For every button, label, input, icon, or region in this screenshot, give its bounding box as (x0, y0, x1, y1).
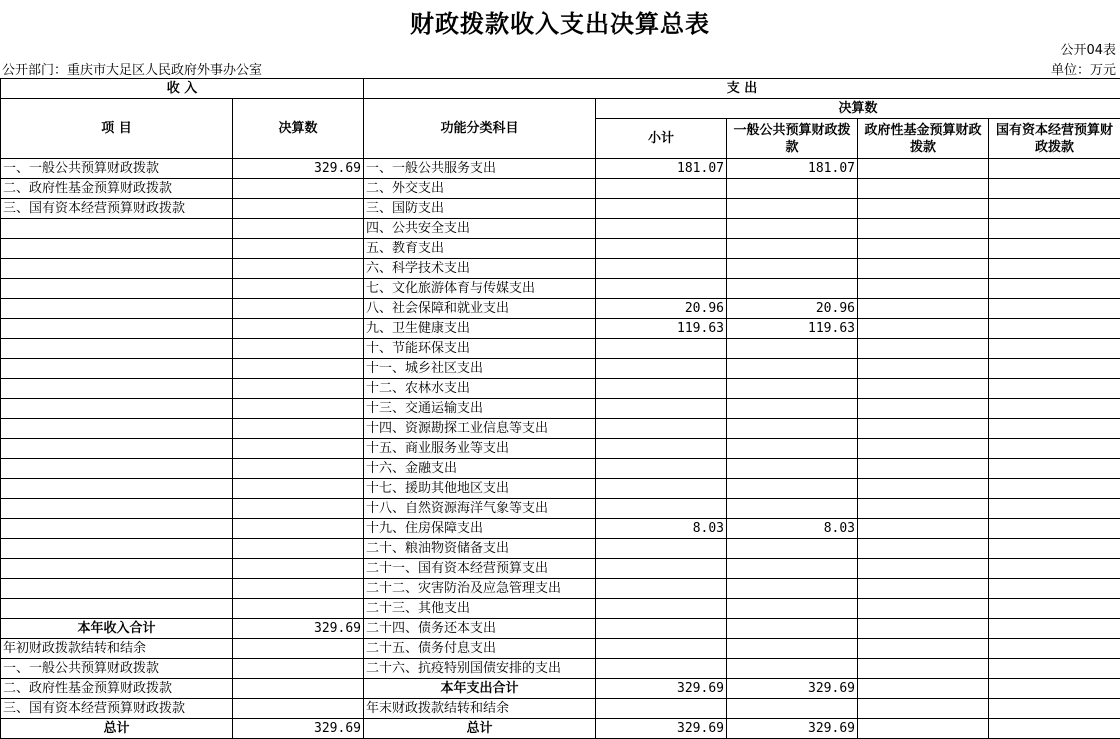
gov-fund-cell (858, 279, 989, 299)
subtotal-cell (596, 279, 727, 299)
state-capital-cell (989, 279, 1120, 299)
expense-item-cell: 七、文化旅游体育与传媒支出 (364, 279, 596, 299)
gov-fund-cell (858, 499, 989, 519)
income-amount-cell (233, 319, 364, 339)
state-capital-cell (989, 579, 1120, 599)
general-budget-cell (727, 459, 858, 479)
gov-fund-cell (858, 659, 989, 679)
subtotal-cell: 20.96 (596, 299, 727, 319)
income-item-cell (1, 379, 233, 399)
subtotal-cell (596, 479, 727, 499)
table-row (1, 619, 1120, 639)
income-amount-cell (233, 339, 364, 359)
state-capital-header: 国有资本经营预算财政拨款 (989, 119, 1120, 159)
final-amount2-header: 决算数 (596, 99, 1120, 119)
table-row (1, 639, 1120, 659)
income-item-cell (1, 479, 233, 499)
expense-item-cell: 五、教育支出 (364, 239, 596, 259)
state-capital-cell (989, 699, 1120, 719)
income-amount-cell (233, 699, 364, 719)
state-capital-cell (989, 419, 1120, 439)
general-budget-cell: 329.69 (727, 679, 858, 699)
table-row (1, 159, 1120, 179)
income-item-cell (1, 599, 233, 619)
income-item-cell: 三、国有资本经营预算财政拨款 (1, 199, 233, 219)
table-row (1, 479, 1120, 499)
income-amount-cell (233, 579, 364, 599)
state-capital-cell (989, 439, 1120, 459)
expense-item-cell: 年末财政拨款结转和结余 (364, 699, 596, 719)
general-budget-cell: 329.69 (727, 719, 858, 739)
income-amount-cell (233, 539, 364, 559)
gov-fund-cell (858, 159, 989, 179)
income-amount-cell (233, 399, 364, 419)
gov-fund-cell (858, 179, 989, 199)
state-capital-cell (989, 219, 1120, 239)
general-budget-cell (727, 499, 858, 519)
subtotal-cell (596, 359, 727, 379)
income-item-cell (1, 519, 233, 539)
func-category-header: 功能分类科目 (364, 99, 596, 159)
income-item-cell: 一、一般公共预算财政拨款 (1, 159, 233, 179)
general-budget-cell: 8.03 (727, 519, 858, 539)
expense-item-cell: 本年支出合计 (364, 679, 596, 699)
income-amount-cell (233, 259, 364, 279)
state-capital-cell (989, 639, 1120, 659)
income-amount-cell (233, 239, 364, 259)
subtotal-cell (596, 699, 727, 719)
department-label: 公开部门：重庆市大足区人民政府外事办公室 (2, 59, 262, 78)
table-row (1, 359, 1120, 379)
income-item-cell (1, 459, 233, 479)
income-amount-cell (233, 459, 364, 479)
table-row (1, 399, 1120, 419)
expense-item-cell: 二十六、抗疫特别国债安排的支出 (364, 659, 596, 679)
expense-item-cell: 十八、自然资源海洋气象等支出 (364, 499, 596, 519)
table-row (1, 599, 1120, 619)
state-capital-cell (989, 159, 1120, 179)
general-budget-cell (727, 619, 858, 639)
gov-fund-cell (858, 439, 989, 459)
gov-fund-header: 政府性基金预算财政拨款 (858, 119, 989, 159)
income-amount-cell (233, 179, 364, 199)
subtotal-cell: 119.63 (596, 319, 727, 339)
general-budget-cell (727, 199, 858, 219)
income-item-cell (1, 239, 233, 259)
gov-fund-cell (858, 639, 989, 659)
state-capital-cell (989, 339, 1120, 359)
subtotal-cell (596, 199, 727, 219)
income-amount-cell (233, 359, 364, 379)
expense-item-cell: 十、节能环保支出 (364, 339, 596, 359)
expense-item-cell: 二十三、其他支出 (364, 599, 596, 619)
expense-item-cell: 十六、金融支出 (364, 459, 596, 479)
gov-fund-cell (858, 559, 989, 579)
subtotal-cell (596, 179, 727, 199)
gov-fund-cell (858, 519, 989, 539)
income-header: 收 入 (1, 79, 364, 99)
table-row (1, 579, 1120, 599)
income-amount-cell (233, 299, 364, 319)
gov-fund-cell (858, 199, 989, 219)
income-item-cell (1, 499, 233, 519)
income-amount-cell (233, 499, 364, 519)
table-row (1, 459, 1120, 479)
subtotal-cell (596, 659, 727, 679)
report-title: 财政拨款收入支出决算总表 (0, 4, 1120, 39)
subtotal-cell (596, 219, 727, 239)
income-item-cell (1, 319, 233, 339)
subtotal-cell (596, 579, 727, 599)
expense-item-cell: 十九、住房保障支出 (364, 519, 596, 539)
income-item-cell (1, 539, 233, 559)
expense-item-cell: 十一、城乡社区支出 (364, 359, 596, 379)
gov-fund-cell (858, 479, 989, 499)
subtotal-cell (596, 379, 727, 399)
table-row (1, 719, 1120, 739)
table-row (1, 659, 1120, 679)
income-item-cell (1, 259, 233, 279)
income-item-cell (1, 279, 233, 299)
gov-fund-cell (858, 699, 989, 719)
subtotal-cell (596, 619, 727, 639)
income-item-cell: 三、国有资本经营预算财政拨款 (1, 699, 233, 719)
income-item-cell: 本年收入合计 (1, 619, 233, 639)
state-capital-cell (989, 599, 1120, 619)
expense-item-cell: 二十二、灾害防治及应急管理支出 (364, 579, 596, 599)
income-item-cell (1, 299, 233, 319)
expense-item-cell: 二十五、债务付息支出 (364, 639, 596, 659)
state-capital-cell (989, 539, 1120, 559)
subtotal-cell (596, 639, 727, 659)
table-row (1, 319, 1120, 339)
general-budget-cell (727, 539, 858, 559)
state-capital-cell (989, 499, 1120, 519)
income-amount-cell (233, 379, 364, 399)
table-row (1, 679, 1120, 699)
table-row (1, 519, 1120, 539)
table-row (1, 699, 1120, 719)
subtotal-cell (596, 439, 727, 459)
expense-item-cell: 三、国防支出 (364, 199, 596, 219)
general-budget-cell (727, 339, 858, 359)
general-budget-cell (727, 279, 858, 299)
table-row (1, 179, 1120, 199)
item-header: 项 目 (1, 99, 233, 159)
expense-item-cell: 十五、商业服务业等支出 (364, 439, 596, 459)
general-budget-cell: 119.63 (727, 319, 858, 339)
income-amount-cell: 329.69 (233, 719, 364, 739)
table-row (1, 279, 1120, 299)
income-amount-cell (233, 519, 364, 539)
table-row (1, 259, 1120, 279)
gov-fund-cell (858, 459, 989, 479)
state-capital-cell (989, 659, 1120, 679)
general-budget-cell (727, 219, 858, 239)
general-budget-cell (727, 379, 858, 399)
expense-item-cell: 二十一、国有资本经营预算支出 (364, 559, 596, 579)
general-budget-cell (727, 699, 858, 719)
state-capital-cell (989, 559, 1120, 579)
general-budget-cell (727, 179, 858, 199)
gov-fund-cell (858, 319, 989, 339)
gov-fund-cell (858, 219, 989, 239)
expense-item-cell: 十三、交通运输支出 (364, 399, 596, 419)
subtotal-cell (596, 599, 727, 619)
expense-item-cell: 二十、粮油物资储备支出 (364, 539, 596, 559)
general-budget-cell (727, 639, 858, 659)
income-item-cell (1, 579, 233, 599)
income-item-cell: 年初财政拨款结转和结余 (1, 639, 233, 659)
income-item-cell (1, 399, 233, 419)
general-budget-cell (727, 399, 858, 419)
gov-fund-cell (858, 619, 989, 639)
gov-fund-cell (858, 679, 989, 699)
table-row (1, 239, 1120, 259)
state-capital-cell (989, 259, 1120, 279)
expense-item-cell: 八、社会保障和就业支出 (364, 299, 596, 319)
state-capital-cell (989, 399, 1120, 419)
general-budget-cell (727, 239, 858, 259)
gov-fund-cell (858, 339, 989, 359)
subtotal-cell (596, 459, 727, 479)
subtotal-cell (596, 399, 727, 419)
income-amount-cell (233, 639, 364, 659)
subtotal-cell: 181.07 (596, 159, 727, 179)
general-budget-cell (727, 419, 858, 439)
gov-fund-cell (858, 719, 989, 739)
expense-item-cell: 十四、资源勘探工业信息等支出 (364, 419, 596, 439)
general-budget-cell (727, 479, 858, 499)
table-row (1, 539, 1120, 559)
gov-fund-cell (858, 259, 989, 279)
income-amount-cell (233, 559, 364, 579)
table-row (1, 339, 1120, 359)
gov-fund-cell (858, 399, 989, 419)
income-item-cell: 一、一般公共预算财政拨款 (1, 659, 233, 679)
subtotal-cell (596, 239, 727, 259)
subtotal-cell (596, 539, 727, 559)
state-capital-cell (989, 519, 1120, 539)
table-body (1, 159, 1120, 739)
income-amount-cell (233, 679, 364, 699)
state-capital-cell (989, 379, 1120, 399)
state-capital-cell (989, 179, 1120, 199)
income-amount-cell (233, 599, 364, 619)
expense-item-cell: 九、卫生健康支出 (364, 319, 596, 339)
income-amount-cell (233, 219, 364, 239)
general-budget-cell (727, 259, 858, 279)
general-budget-cell (727, 579, 858, 599)
subtotal-cell: 329.69 (596, 719, 727, 739)
subtotal-cell: 329.69 (596, 679, 727, 699)
state-capital-cell (989, 679, 1120, 699)
state-capital-cell (989, 319, 1120, 339)
subtotal-cell (596, 559, 727, 579)
expense-item-cell: 二十四、债务还本支出 (364, 619, 596, 639)
table-row (1, 559, 1120, 579)
expense-item-cell: 总计 (364, 719, 596, 739)
general-budget-cell (727, 599, 858, 619)
table-row (1, 439, 1120, 459)
gov-fund-cell (858, 579, 989, 599)
income-item-cell: 二、政府性基金预算财政拨款 (1, 679, 233, 699)
income-amount-cell (233, 279, 364, 299)
state-capital-cell (989, 359, 1120, 379)
subtotal-cell (596, 419, 727, 439)
general-budget-cell (727, 559, 858, 579)
income-amount-cell: 329.69 (233, 619, 364, 639)
expense-item-cell: 四、公共安全支出 (364, 219, 596, 239)
state-capital-cell (989, 719, 1120, 739)
income-amount-cell (233, 199, 364, 219)
general-budget-cell: 20.96 (727, 299, 858, 319)
expense-item-cell: 十二、农林水支出 (364, 379, 596, 399)
gov-fund-cell (858, 379, 989, 399)
income-item-cell (1, 359, 233, 379)
expense-header: 支 出 (364, 79, 1120, 99)
expense-item-cell: 二、外交支出 (364, 179, 596, 199)
state-capital-cell (989, 479, 1120, 499)
income-item-cell (1, 419, 233, 439)
report-table (0, 78, 1120, 739)
table-row (1, 199, 1120, 219)
form-number: 公开04表 (1060, 39, 1116, 58)
state-capital-cell (989, 459, 1120, 479)
general-budget-cell (727, 359, 858, 379)
subtotal-header: 小计 (596, 119, 727, 159)
income-item-cell (1, 439, 233, 459)
final-amount-header: 决算数 (233, 99, 364, 159)
general-budget-header: 一般公共预算财政拨款 (727, 119, 858, 159)
state-capital-cell (989, 619, 1120, 639)
income-item-cell (1, 559, 233, 579)
income-amount-cell (233, 479, 364, 499)
income-amount-cell: 329.69 (233, 159, 364, 179)
income-item-cell: 二、政府性基金预算财政拨款 (1, 179, 233, 199)
income-amount-cell (233, 659, 364, 679)
state-capital-cell (989, 239, 1120, 259)
expense-item-cell: 一、一般公共服务支出 (364, 159, 596, 179)
general-budget-cell (727, 659, 858, 679)
subtotal-cell: 8.03 (596, 519, 727, 539)
gov-fund-cell (858, 599, 989, 619)
table-row (1, 219, 1120, 239)
gov-fund-cell (858, 419, 989, 439)
subtotal-cell (596, 499, 727, 519)
expense-item-cell: 十七、援助其他地区支出 (364, 479, 596, 499)
state-capital-cell (989, 299, 1120, 319)
income-item-cell (1, 339, 233, 359)
general-budget-cell: 181.07 (727, 159, 858, 179)
general-budget-cell (727, 439, 858, 459)
table-row (1, 379, 1120, 399)
expense-item-cell: 六、科学技术支出 (364, 259, 596, 279)
gov-fund-cell (858, 299, 989, 319)
gov-fund-cell (858, 359, 989, 379)
state-capital-cell (989, 199, 1120, 219)
gov-fund-cell (858, 239, 989, 259)
table-row (1, 499, 1120, 519)
table-row (1, 419, 1120, 439)
gov-fund-cell (858, 539, 989, 559)
income-item-cell (1, 219, 233, 239)
table-row (1, 299, 1120, 319)
income-item-cell: 总计 (1, 719, 233, 739)
income-amount-cell (233, 419, 364, 439)
income-amount-cell (233, 439, 364, 459)
subtotal-cell (596, 259, 727, 279)
subtotal-cell (596, 339, 727, 359)
unit-label: 单位：万元 (1051, 59, 1116, 78)
